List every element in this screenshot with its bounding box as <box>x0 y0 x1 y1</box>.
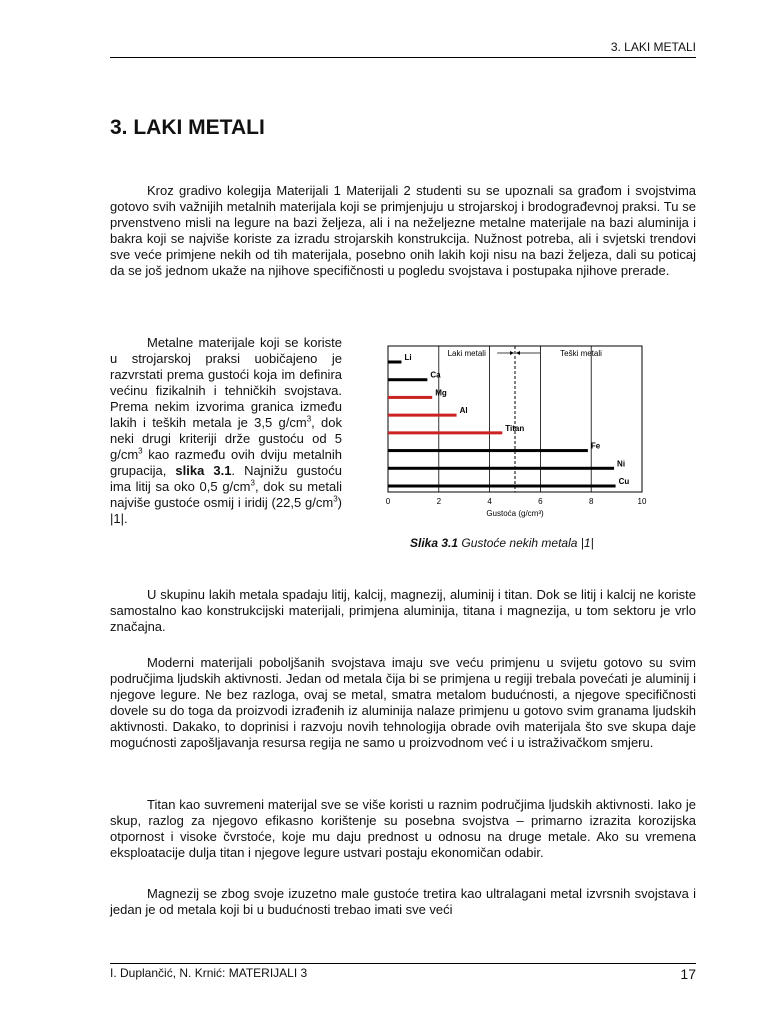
paragraph-light-metals: U skupinu lakih metala spadaju litij, kalcij, magnezij, aluminij i titan. Dok se litij i kalcij ne koriste samostalno kao konstrukcijski materijali, primjena aluminija, titana i magnezija, u tom sektoru je vrlo značajna. <box>110 587 696 634</box>
paragraph-aluminium: Moderni materijali poboljšanih svojstava imaju sve veću primjenu u svijetu gotovo su svim područjima ljudskih aktivnosti. Jedan od metala čija bi se primjena u regiji trebala povećati je aluminij i njegove legure. Ne bez razloga, ovaj se metal, smatra metalom budućnosti, a njegove specifičnosti dovele su do toga da proizvodi izrađenih iz aluminija nalaze primjenu u gotovo svim granama ljudskih aktivnosti. Dakako, to doprinisi i razvoju novih tehnologija obrade ovih materijala što sve skupa daje mogućnosti zapošljavanja resursa regija ne samo u proizvodnom već i u istraživačkom smjeru. <box>110 655 696 750</box>
p2-sup-3: 3 <box>250 478 255 488</box>
p2-sup-1: 3 <box>306 414 312 424</box>
p2-text-f: ) |1|. <box>110 495 342 526</box>
density-bar <box>388 431 502 434</box>
density-chart-figure <box>384 340 654 555</box>
density-chart <box>384 340 654 535</box>
figure-reference: slika 3.1 <box>175 463 232 478</box>
density-bar <box>388 361 401 364</box>
x-tick-label: 8 <box>588 497 594 506</box>
figure-caption-label: Slika 3.1 <box>410 536 459 550</box>
chapter-title: 3. LAKI METALI <box>110 116 265 139</box>
bar-label: Ca <box>430 370 441 380</box>
bar-label: Ni <box>617 459 626 469</box>
bar-label: Cu <box>618 477 630 486</box>
paragraph-intro: Kroz gradivo kolegija Materijali 1 Materijali 2 studenti su se upoznali sa građom i svojstvima gotovo svih važnijih metalnih materijala koji se primjenjuju u strojarskoj i brodograđevnoj praksi. Tu se prvenstveno misli na legure na bazi željeza, ali i na neželjezne metalne materijale na bazi aluminija i bakra koji se najviše koriste za izradu strojarskih konstrukcija. Nužnost potreba, ali i svjetski trendovi sve veće primjene nekih od tih materijala, posebno onih lakih koji nisu na bazi željeza, dali su poticaj da se još jednom ukaže na njihove specifičnosti u pogledu svojstava i postupaka njihove prerade. <box>110 183 696 278</box>
region-arrowhead-light <box>510 351 514 355</box>
bar-label: Fe <box>590 441 601 451</box>
x-tick-label: 4 <box>487 497 492 506</box>
density-bar <box>388 449 588 452</box>
p2-text-c: kao razmeđu ovih dviju metalnih grupacija, <box>110 447 342 478</box>
bar-label: Titan <box>505 423 525 433</box>
bar-label: Mg <box>435 388 447 398</box>
region-label-heavy: Teški metali <box>560 349 602 358</box>
paragraph-magnesium: Magnezij se zbog svoje izuzetno male gustoće tretira kao ultralagani metal izvrsnih svojstava i jedan je od metala koji bi u budućnosti trebao imati sve veći <box>110 886 696 917</box>
running-header-title: 3. LAKI METALI <box>610 40 696 54</box>
p2-text-d: . Najnižu gustoću ima litij sa oko 0,5 g/cm <box>110 463 342 494</box>
paragraph-titanium: Titan kao suvremeni materijal sve se više koristi u raznim područjima ljudskih aktivnosti. Iako je skup, razlog za njegovo efikasno korištenje su posebna svojstva – primarno izrazita korozijska otpornost i visoke čvrstoće, koje mu daju prednost u odnosu na druge metale. Ako su vremena eksploatacije dulja titan i njegove legure ustvari postaju ekonomičan odabir. <box>110 797 696 860</box>
density-bar <box>388 396 432 399</box>
running-header <box>110 40 696 58</box>
density-bar <box>388 485 616 488</box>
x-tick-label: 6 <box>538 497 543 506</box>
page-number: 17 <box>680 966 696 982</box>
p2-text-a: Metalne materijale koji se koriste u strojarskoj praksi uobičajeno je razvrstati prema gustoći koja im definira većinu fizikalnih i tehničkih svojstava. Prema nekim izvorima granica između lakih i teških metala je 3,5 g/cm <box>110 335 342 430</box>
x-tick-label: 0 <box>385 497 391 506</box>
p2-sup-4: 3 <box>333 494 338 504</box>
figure-caption <box>410 536 594 550</box>
region-arrowhead-heavy <box>516 351 520 355</box>
figure-caption-ref: |1| <box>580 536 594 550</box>
density-bar <box>388 467 614 470</box>
density-bar <box>388 414 457 417</box>
bar-label: Al <box>459 406 468 416</box>
running-footer <box>110 963 696 982</box>
p2-text-b: , dok neki drugi kriteriji drže gustoću od 5 g/cm <box>110 415 342 462</box>
bar-label: Li <box>404 353 412 362</box>
figure-caption-text: Gustoće nekih metala <box>458 536 581 550</box>
p2-text-e: , dok su metali najviše gustoće osmij i iridij (22,5 g/cm <box>110 479 342 510</box>
x-axis-label: Gustoća (g/cm³) <box>486 509 544 518</box>
paragraph-density-classification <box>110 335 342 527</box>
region-label-light: Laki metali <box>447 349 486 358</box>
density-bar <box>388 378 427 381</box>
x-tick-label: 10 <box>637 497 647 506</box>
p2-sup-2: 3 <box>138 446 143 456</box>
footer-authors: I. Duplančić, N. Krnić: MATERIJALI 3 <box>110 966 308 980</box>
x-tick-label: 2 <box>436 497 442 506</box>
